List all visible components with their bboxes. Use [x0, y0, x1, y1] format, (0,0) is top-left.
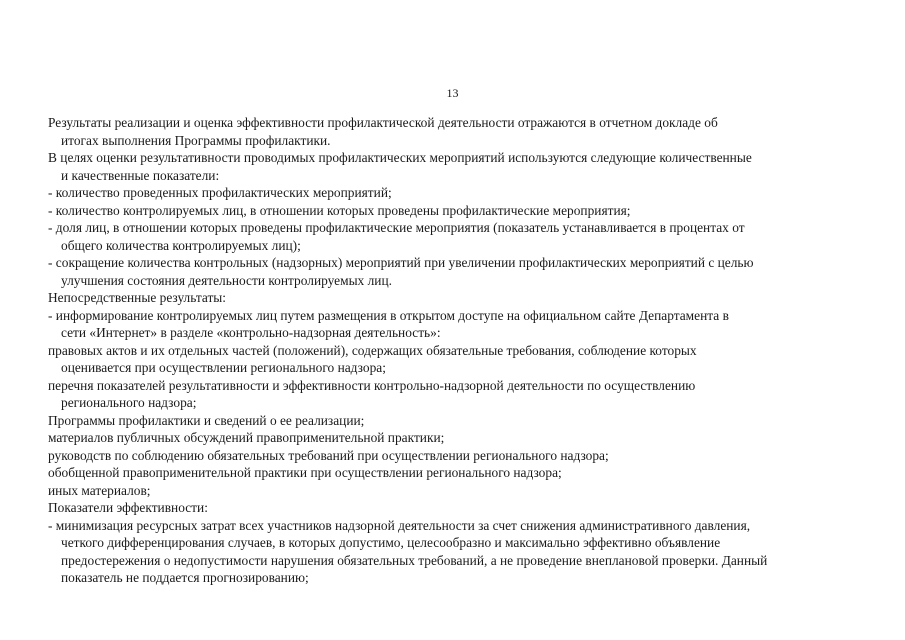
text-line: сети «Интернет» в разделе «контрольно-надзорная деятельность»: — [61, 325, 441, 340]
text-line: улучшения состояния деятельности контролируемых лиц. — [61, 272, 392, 288]
text-line: итогах выполнения Программы профилактики. — [61, 132, 331, 148]
text-line: общего количества контролируемых лиц); — [61, 237, 301, 253]
text-line: и качественные показатели: — [61, 167, 220, 183]
text-line: иных материалов; — [48, 482, 151, 498]
text-line: руководств по соблюдению обязательных требований при осуществлении регионального надзора; — [48, 447, 609, 463]
list-item: - количество контролируемых лиц, в отношении которых проведены профилактические мероприятия; — [48, 202, 631, 218]
text-line: перечня показателей результативности и эффективности контрольно-надзорной деятельности по осуществлению — [48, 377, 696, 393]
text-line: В целях оценки результативности проводимых профилактических мероприятий используются следующие количественные — [48, 150, 752, 165]
text-line: регионального надзора; — [61, 395, 197, 410]
text-line: Результаты реализации и оценка эффективности профилактической деятельности отражаются в отчетном докладе об — [48, 115, 718, 130]
text-line: четкого дифференцирования случаев, в которых допустимо, целесообразно и максимально эффективно объявление — [61, 535, 721, 550]
text-line: предостережения о недопустимости нарушения обязательных требований, а не проведение внеплановой проверки. Данный — [61, 552, 768, 568]
text-line: материалов публичных обсуждений правоприменительной практики; — [48, 430, 445, 445]
section-heading: Непосредственные результаты: — [48, 290, 227, 305]
list-item: - количество проведенных профилактических мероприятий; — [48, 185, 392, 200]
text-line: правовых актов и их отдельных частей (положений), содержащих обязательные требования, соблюдение которых — [48, 342, 697, 358]
document-body — [48, 114, 860, 587]
list-item: - минимизация ресурсных затрат всех участников надзорной деятельности за счет снижения административного давления, — [48, 517, 751, 533]
section-heading: Показатели эффективности: — [48, 500, 208, 515]
page-number: 13 — [446, 86, 459, 100]
text-line: обобщенной правоприменительной практики при осуществлении регионального надзора; — [48, 465, 562, 480]
list-item: - информирование контролируемых лиц путем размещения в открытом доступе на официальном сайте Департамента в — [48, 307, 729, 323]
text-line: Программы профилактики и сведений о ее реализации; — [48, 412, 365, 428]
list-item: - сокращение количества контрольных (надзорных) мероприятий при увеличении профилактических мероприятий с целью — [48, 255, 754, 270]
text-line: показатель не поддается прогнозированию; — [61, 570, 309, 585]
text-line: оценивается при осуществлении регионального надзора; — [61, 360, 386, 375]
list-item: - доля лиц, в отношении которых проведены профилактические мероприятия (показатель устанавливается в процентах от — [48, 220, 745, 235]
